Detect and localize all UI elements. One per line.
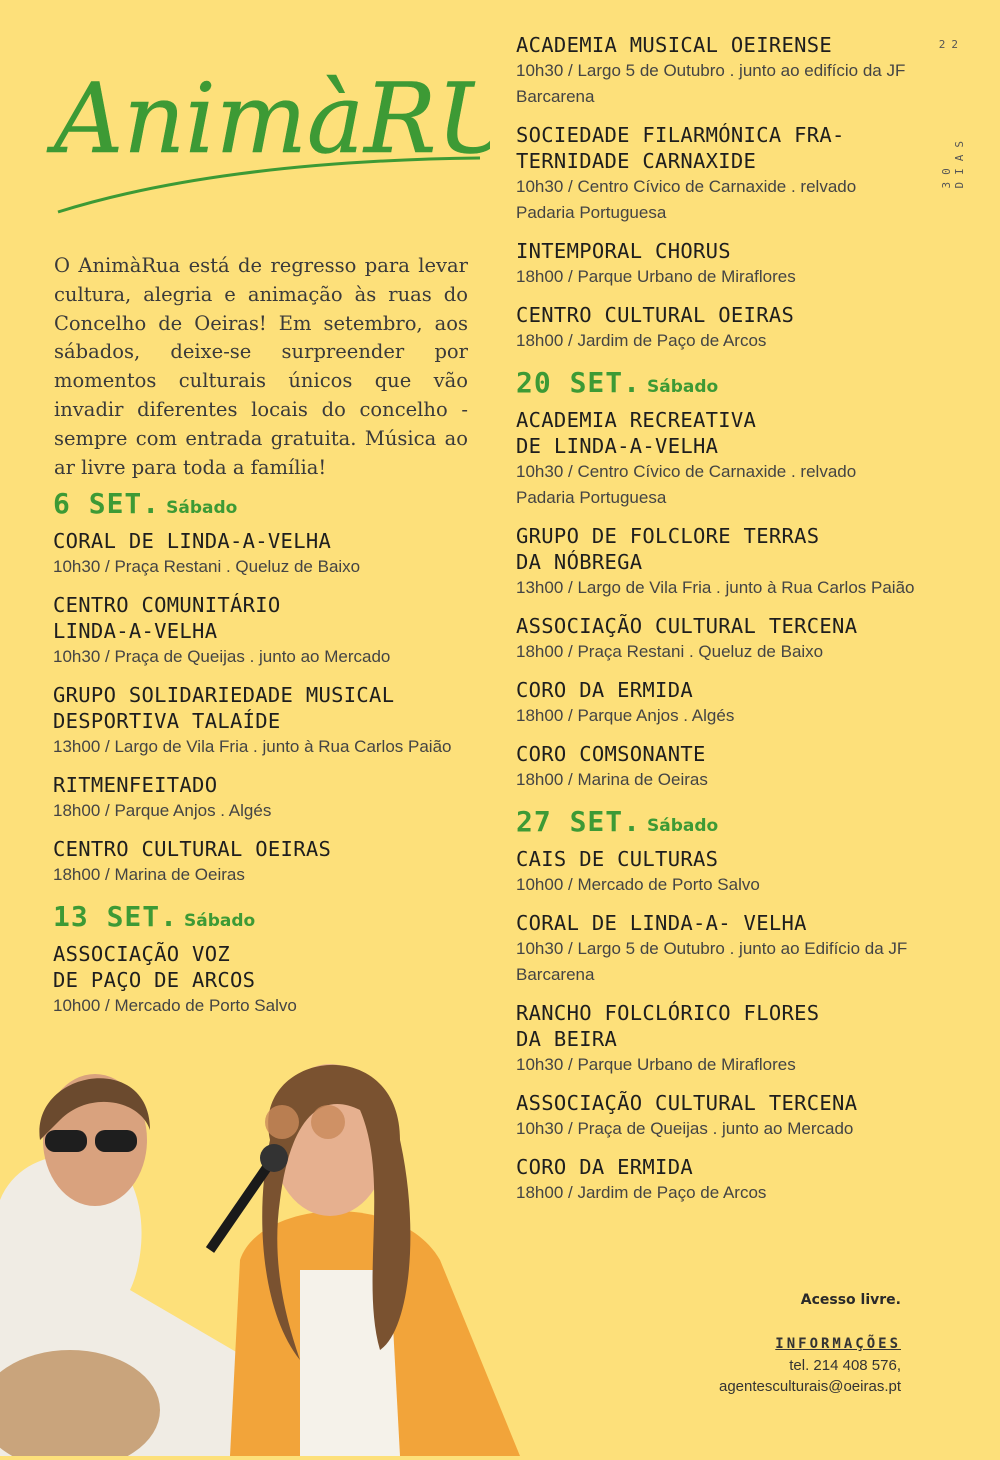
date-heading-20-set [516, 366, 916, 399]
event-title: CORO DA ERMIDA [516, 1155, 693, 1179]
weekday-label: Sábado [184, 911, 256, 931]
event-title: CORAL DE LINDA-A- VELHA [516, 911, 807, 935]
event-details: 18h00 / Marina de Oeiras [53, 865, 245, 884]
event-item [516, 613, 916, 665]
event-item [53, 682, 483, 760]
event-title: RANCHO FOLCLÓRICO FLORES DA BEIRA [516, 1001, 820, 1051]
event-title: GRUPO SOLIDARIEDADE MUSICAL DESPORTIVA TALAÍDE [53, 683, 395, 733]
event-item [516, 1090, 916, 1142]
weekday-label: Sábado [647, 377, 719, 397]
event-item [516, 302, 916, 354]
weekday-label: Sábado [647, 816, 719, 836]
event-item [53, 592, 483, 670]
woman-sunglasses-left [265, 1105, 299, 1139]
event-title: CORAL DE LINDA-A-VELHA [53, 529, 332, 553]
event-title: ACADEMIA RECREATIVA DE LINDA-A-VELHA [516, 408, 757, 458]
info-block [719, 1334, 901, 1397]
event-item [516, 238, 916, 290]
weekday-label: Sábado [166, 498, 238, 518]
event-details: 10h30 / Praça de Queijas . junto ao Mercado [516, 1119, 854, 1138]
event-item [53, 941, 483, 1019]
animarua-logo [40, 40, 490, 230]
page-number: 22 [938, 38, 964, 51]
event-title: CENTRO COMUNITÁRIO LINDA-A-VELHA [53, 593, 281, 643]
event-item [53, 772, 483, 824]
section-label: 30 DIAS [940, 133, 966, 189]
event-title: INTEMPORAL CHORUS [516, 239, 731, 263]
intro-text: O AnimàRua está de regresso para levar cultura, alegria e animação às ruas do Concelho de Oeiras! Em setembro, aos sábados, deixe-se surpreender por momentos culturais únicos que vão invadir diferentes locais do concelho - sempre com entrada gratuita. Música ao ar livre para toda a família! [54, 254, 468, 479]
event-details: 10h30 / Praça Restani . Queluz de Baixo [53, 557, 361, 576]
event-details: 18h00 / Praça Restani . Queluz de Baixo [516, 642, 824, 661]
date-label: 27 SET. [516, 805, 642, 838]
left-column [53, 487, 483, 1031]
event-details: 10h30 / Centro Cívico de Carnaxide . relvado Padaria Portuguesa [516, 177, 857, 222]
event-details: 18h00 / Jardim de Paço de Arcos [516, 331, 767, 350]
musicians-illustration [0, 1030, 520, 1456]
event-details: 10h30 / Praça de Queijas . junto ao Mercado [53, 647, 391, 666]
free-access-note: Acesso livre. [800, 1292, 901, 1308]
event-details: 10h30 / Largo 5 de Outubro . junto ao edifício da JF Barcarena [516, 61, 906, 106]
event-title: ASSOCIAÇÃO CULTURAL TERCENA [516, 614, 858, 638]
event-title: RITMENFEITADO [53, 773, 218, 797]
event-item [516, 1154, 916, 1206]
event-title: ACADEMIA MUSICAL OEIRENSE [516, 33, 833, 57]
event-item [516, 407, 916, 511]
event-item [516, 523, 916, 601]
animarua-logo-art [40, 40, 490, 230]
event-item [516, 677, 916, 729]
right-column [516, 32, 916, 1218]
info-email: agentesculturais@oeiras.pt [719, 1378, 901, 1395]
event-details: 10h30 / Largo 5 de Outubro . junto ao Edifício da JF Barcarena [516, 939, 908, 984]
event-title: GRUPO DE FOLCLORE TERRAS DA NÓBREGA [516, 524, 820, 574]
event-item [516, 1000, 916, 1078]
event-title: CENTRO CULTURAL OEIRAS [516, 303, 795, 327]
man-sunglasses-left [45, 1130, 87, 1152]
event-details: 10h00 / Mercado de Porto Salvo [53, 996, 297, 1015]
microphone-head [260, 1144, 288, 1172]
man-sunglasses-right [95, 1130, 137, 1152]
date-heading-13-set [53, 900, 483, 933]
event-item [53, 528, 483, 580]
event-item [516, 910, 916, 988]
event-title: CENTRO CULTURAL OEIRAS [53, 837, 332, 861]
event-item [516, 32, 916, 110]
info-phone: tel. 214 408 576, [789, 1357, 901, 1374]
event-item [53, 836, 483, 888]
event-title: CORO COMSONANTE [516, 742, 706, 766]
event-details: 13h00 / Largo de Vila Fria . junto à Rua Carlos Paião [516, 578, 915, 597]
event-title: ASSOCIAÇÃO CULTURAL TERCENA [516, 1091, 858, 1115]
event-details: 18h00 / Jardim de Paço de Arcos [516, 1183, 767, 1202]
date-label: 6 SET. [53, 487, 161, 520]
event-details: 18h00 / Parque Anjos . Algés [516, 706, 735, 725]
info-title: INFORMAÇÕES [775, 1336, 901, 1352]
event-item [516, 122, 916, 226]
event-details: 18h00 / Parque Anjos . Algés [53, 801, 272, 820]
date-label: 13 SET. [53, 900, 179, 933]
event-details: 13h00 / Largo de Vila Fria . junto à Rua Carlos Paião [53, 737, 452, 756]
event-title: CAIS DE CULTURAS [516, 847, 719, 871]
event-title: ASSOCIAÇÃO VOZ DE PAÇO DE ARCOS [53, 942, 256, 992]
woman-sunglasses-right [311, 1105, 345, 1139]
event-item [516, 846, 916, 898]
event-title: CORO DA ERMIDA [516, 678, 693, 702]
date-heading-27-set [516, 805, 916, 838]
event-title: SOCIEDADE FILARMÓNICA FRA- TERNIDADE CARNAXIDE [516, 123, 845, 173]
event-details: 18h00 / Marina de Oeiras [516, 770, 708, 789]
logo-wordmark: AnimàR [54, 63, 437, 175]
date-heading-6-set [53, 487, 483, 520]
event-details: 10h30 / Centro Cívico de Carnaxide . relvado Padaria Portuguesa [516, 462, 857, 507]
event-item [516, 741, 916, 793]
event-details: 18h00 / Parque Urbano de Miraflores [516, 267, 796, 286]
event-details: 10h00 / Mercado de Porto Salvo [516, 875, 760, 894]
musicians-photo [0, 1030, 520, 1456]
date-label: 20 SET. [516, 366, 642, 399]
event-details: 10h30 / Parque Urbano de Miraflores [516, 1055, 796, 1074]
